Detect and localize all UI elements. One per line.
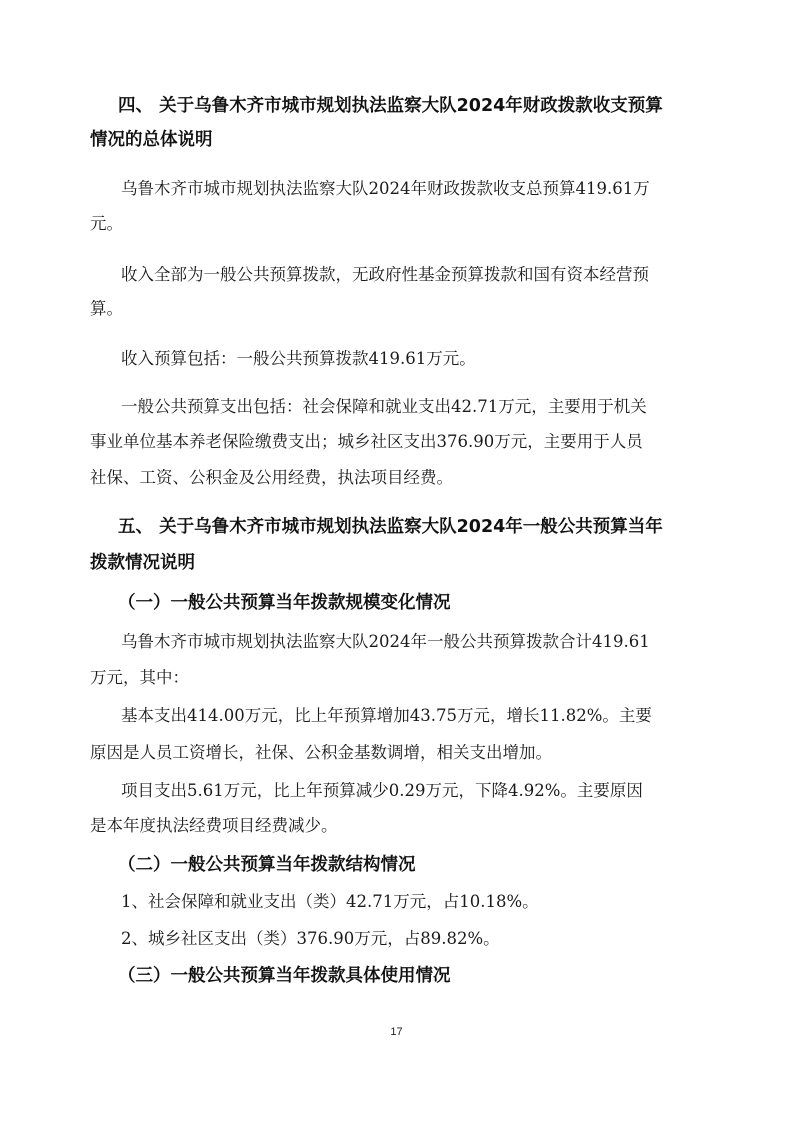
section4-income-paragraph-line1: 收入全部为一般公共预算拨款，无政府性基金预算拨款和国有资本经营预 [121,265,649,284]
subsection2-item2: 2、城乡社区支出（类）376.90万元，占89.82%。 [121,929,500,948]
subsection1-basic-paragraph-line1: 基本支出414.00万元，比上年预算增加43.75万元，增长11.82%。主要 [121,706,652,725]
subsection1-total-paragraph-line1: 乌鲁木齐市城市规划执法监察大队2024年一般公共预算拨款合计419.61 [121,632,650,651]
subsection1-title: （一）一般公共预算当年拨款规模变化情况 [118,593,451,613]
subsection2-item1: 1、社会保障和就业支出（类）42.71万元，占10.18%。 [121,892,539,911]
section5-heading-line2: 拨款情况说明 [90,553,195,573]
section4-total-paragraph-line1: 乌鲁木齐市城市规划执法监察大队2024年财政拨款收支总预算419.61万 [121,179,650,198]
page-number: 17 [390,1026,403,1038]
section4-total-paragraph-line2: 元。 [90,214,123,233]
section4-expenditure-paragraph-line2: 事业单位基本养老保险缴费支出；城乡社区支出376.90万元，主要用于人员 [90,432,643,451]
section4-income-paragraph-line2: 算。 [90,299,123,318]
subsection1-project-paragraph-line1: 项目支出5.61万元，比上年预算减少0.29万元，下降4.92%。主要原因 [121,781,643,800]
subsection1-basic-paragraph-line2: 原因是人员工资增长，社保、公积金基数调增，相关支出增加。 [90,743,552,762]
subsection3-title: （三）一般公共预算当年拨款具体使用情况 [118,966,451,986]
section4-heading-line2: 情况的总体说明 [90,130,213,150]
section4-expenditure-paragraph-line3: 社保、工资、公积金及公用经费，执法项目经费。 [90,468,453,487]
section4-expenditure-paragraph-line1: 一般公共预算支出包括：社会保障和就业支出42.71万元，主要用于机关 [121,397,647,416]
subsection1-total-paragraph-line2: 万元，其中： [90,668,189,687]
section5-heading-line1: 五、 关于乌鲁木齐市城市规划执法监察大队2024年一般公共预算当年 [118,517,663,537]
subsection2-title: （二）一般公共预算当年拨款结构情况 [118,855,416,875]
subsection1-project-paragraph-line2: 是本年度执法经费项目经费减少。 [90,816,338,835]
section4-income-budget-paragraph: 收入预算包括：一般公共预算拨款419.61万元。 [121,349,476,368]
section4-heading-line1: 四、 关于乌鲁木齐市城市规划执法监察大队2024年财政拨款收支预算 [118,96,663,116]
